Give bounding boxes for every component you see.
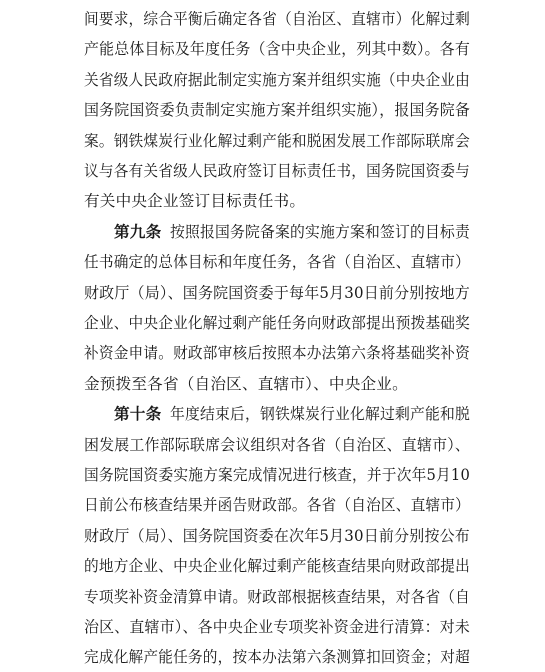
line-text: 日前公布核查结果并函告财政部。各省（自治区、直辖市） <box>84 496 471 515</box>
text-line <box>0 156 545 186</box>
text-line <box>0 369 545 399</box>
text-line <box>0 612 545 642</box>
line-text: 金预拨至各省（自治区、直辖市）、中央企业。 <box>84 374 408 393</box>
text-line <box>0 308 545 338</box>
line-text: 国务院国资委实施方案完成情况进行核查，并于次年5月10 <box>84 466 471 484</box>
text-line <box>0 126 545 156</box>
line-text: 案。钢铁煤炭行业化解过剩产能和脱困发展工作部际联席会 <box>84 131 471 150</box>
line-text: 关省级人民政府据此制定实施方案并组织实施（中央企业由 <box>84 70 471 89</box>
line-text: 国务院国资委负责制定实施方案并组织实施），报国务院备 <box>84 101 471 120</box>
line-text: 的地方企业、中央企业化解过剩产能核查结果向财政部提出 <box>84 557 471 576</box>
line-text: 产能总体目标及年度任务（含中央企业，列其中数）。各有 <box>84 40 471 59</box>
line-text: 财政厅（局）、国务院国资委于每年5月30日前分别按地方 <box>84 283 471 302</box>
text-line <box>0 4 545 34</box>
line-text: 议与各有关省级人民政府签订目标责任书，国务院国资委与 <box>84 162 471 180</box>
text-line <box>0 217 545 247</box>
article-heading: 第九条 <box>114 221 162 241</box>
line-text: 完成化解产能任务的，按本办法第六条测算扣回资金；对超 <box>84 648 471 667</box>
text-line <box>0 95 545 125</box>
text-line <box>0 521 545 551</box>
text-line <box>0 430 545 460</box>
text-line <box>0 551 545 581</box>
text-line <box>0 460 545 490</box>
line-text: 专项奖补资金清算申请。财政部根据核查结果，对各省（自 <box>84 587 471 606</box>
text-line <box>0 278 545 308</box>
line-text: 企业、中央企业化解过剩产能任务向财政部提出预拨基础奖 <box>84 314 471 332</box>
line-text: 治区、直辖市）、各中央企业专项奖补资金进行清算：对未 <box>84 618 471 636</box>
line-text: 按照报国务院备案的实施方案和签订的目标责 <box>170 222 471 241</box>
line-text: 年度结束后，钢铁煤炭行业化解过剩产能和脱 <box>170 405 471 424</box>
text-line <box>0 186 545 216</box>
line-text: 财政厅（局）、国务院国资委在次年5月30日前分别按公布 <box>84 526 471 545</box>
text-line <box>0 582 545 612</box>
line-text: 有关中央企业签订目标责任书。 <box>84 192 306 211</box>
line-text: 间要求，综合平衡后确定各省（自治区、直辖市）化解过剩 <box>84 10 471 28</box>
line-text: 困发展工作部际联席会议组织对各省（自治区、直辖市）、 <box>84 435 471 454</box>
article-heading: 第十条 <box>114 404 162 424</box>
text-line <box>0 247 545 277</box>
text-line <box>0 65 545 95</box>
line-text: 补资金申请。财政部审核后按照本办法第六条将基础奖补资 <box>84 344 471 363</box>
text-line <box>0 338 545 368</box>
text-line <box>0 34 545 64</box>
text-line <box>0 490 545 520</box>
line-text: 任书确定的总体目标和年度任务，各省（自治区、直辖市） <box>84 253 471 272</box>
text-line <box>0 399 545 429</box>
